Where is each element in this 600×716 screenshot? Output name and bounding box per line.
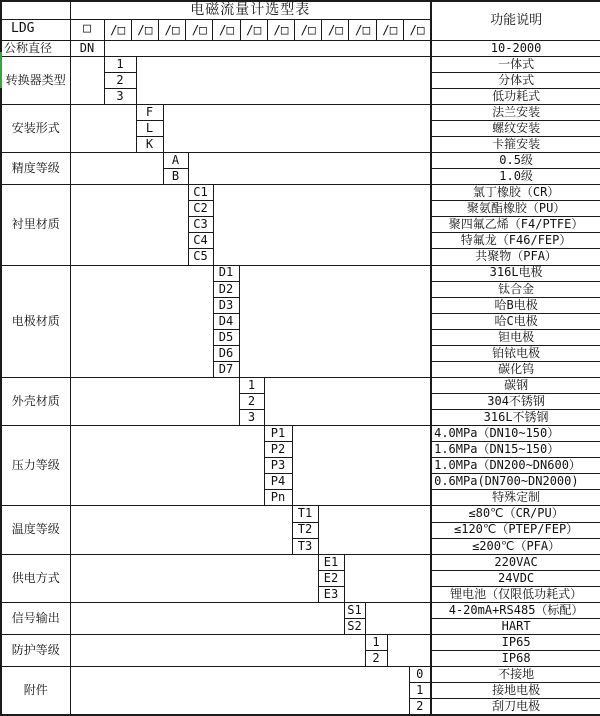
category-label: 供电方式 xyxy=(1,554,70,602)
code-cell: D7 xyxy=(213,361,239,377)
model-slot-box: /□ xyxy=(132,20,159,40)
empty-span-right xyxy=(387,634,431,666)
description-cell: 1.0级 xyxy=(431,169,600,185)
description-cell: 304不锈钢 xyxy=(431,394,600,410)
code-cell: 0 xyxy=(409,667,431,683)
table-row xyxy=(1,104,600,120)
function-column-header: 功能说明 xyxy=(431,1,600,40)
table-row xyxy=(1,153,600,169)
category-label: 附件 xyxy=(1,667,70,715)
table-row xyxy=(1,554,600,570)
description-cell: ≤120℃（PTEP/FEP） xyxy=(431,522,600,538)
description-cell: 接地电极 xyxy=(431,683,600,699)
description-cell: 特殊定制 xyxy=(431,490,600,506)
empty-span-left xyxy=(70,554,318,602)
description-cell: 低功耗式 xyxy=(431,88,600,104)
empty-span-right xyxy=(292,426,431,506)
category-label: 安装形式 xyxy=(1,104,70,152)
description-cell: 钽电极 xyxy=(431,329,600,345)
code-cell: D2 xyxy=(213,281,239,297)
description-cell: 聚氨酯橡胶（PU） xyxy=(431,201,600,217)
table-row xyxy=(1,426,600,442)
empty-span-right xyxy=(104,40,431,56)
empty-span-left xyxy=(70,506,292,554)
description-cell: 螺纹安装 xyxy=(431,120,600,136)
table-title: 电磁流量计选型表 xyxy=(70,1,431,19)
model-slot-box: /□ xyxy=(268,20,295,40)
code-cell: D6 xyxy=(213,345,239,361)
model-first-box: □ xyxy=(70,19,104,40)
description-cell: 分体式 xyxy=(431,72,600,88)
model-slot-box: /□ xyxy=(159,20,186,40)
code-cell: D5 xyxy=(213,329,239,345)
code-cell: D4 xyxy=(213,313,239,329)
description-cell: 220VAC xyxy=(431,554,600,570)
model-slot-box: /□ xyxy=(349,20,376,40)
description-cell: 1.0MPa（DN200~DN600） xyxy=(431,458,600,474)
model-prefix: LDG xyxy=(1,19,70,40)
empty-span-right xyxy=(365,602,431,634)
code-cell: P1 xyxy=(264,426,292,442)
code-cell: P4 xyxy=(264,474,292,490)
model-slot-box: /□ xyxy=(377,20,404,40)
model-slots xyxy=(105,20,431,40)
table-row xyxy=(1,634,600,650)
description-cell: 0.5级 xyxy=(431,153,600,169)
description-cell: 碳钢 xyxy=(431,377,600,393)
description-cell: 碳化钨 xyxy=(431,361,600,377)
model-slot-box: /□ xyxy=(186,20,213,40)
description-cell: IP65 xyxy=(431,634,600,650)
empty-span-right xyxy=(264,377,431,425)
category-label: 信号输出 xyxy=(1,602,70,634)
empty-span-left xyxy=(70,104,136,152)
empty-span-right xyxy=(318,506,431,554)
code-cell: 3 xyxy=(104,88,136,104)
code-cell: T2 xyxy=(292,522,318,538)
description-cell: 刮刀电极 xyxy=(431,699,600,715)
empty-span-left xyxy=(70,153,163,185)
code-cell: S1 xyxy=(344,602,365,618)
empty-span-left xyxy=(70,667,409,715)
empty-span-right xyxy=(188,153,431,185)
code-cell: 1 xyxy=(239,377,264,393)
model-slot-box: /□ xyxy=(295,20,322,40)
category-label: 电极材质 xyxy=(1,265,70,377)
code-cell: 1 xyxy=(409,683,431,699)
description-cell: 4-20mA+RS485（标配） xyxy=(431,602,600,618)
model-slot-box: /□ xyxy=(105,20,132,40)
empty-span-right xyxy=(213,185,431,265)
category-label: 转换器类型 xyxy=(1,56,70,104)
description-cell: 316L不锈钢 xyxy=(431,410,600,426)
description-cell: 共聚物（PFA） xyxy=(431,249,600,265)
code-cell: E3 xyxy=(318,586,344,602)
code-cell: 2 xyxy=(365,651,387,667)
empty-span-left xyxy=(70,265,213,377)
empty-span-left xyxy=(70,426,264,506)
description-cell: 4.0MPa（DN10~150） xyxy=(431,426,600,442)
description-cell: 一体式 xyxy=(431,56,600,72)
code-cell: 2 xyxy=(239,394,264,410)
description-cell: 1.6MPa（DN15~150） xyxy=(431,442,600,458)
description-cell: 特氟龙（F46/FEP） xyxy=(431,233,600,249)
table-row xyxy=(1,667,600,683)
category-label: 衬里材质 xyxy=(1,185,70,265)
code-cell: F xyxy=(136,104,163,120)
empty-span-right xyxy=(163,104,431,152)
code-cell: C2 xyxy=(188,201,213,217)
model-slot-cells xyxy=(104,19,431,40)
table-row xyxy=(1,56,600,72)
code-cell: P2 xyxy=(264,442,292,458)
category-label: 精度等级 xyxy=(1,153,70,185)
description-cell: HART xyxy=(431,618,600,634)
description-cell: 316L电极 xyxy=(431,265,600,281)
model-slot-box: /□ xyxy=(213,20,240,40)
code-cell: C3 xyxy=(188,217,213,233)
code-cell: K xyxy=(136,137,163,153)
empty-span-left xyxy=(70,185,188,265)
model-slot-box: /□ xyxy=(322,20,349,40)
code-cell: T3 xyxy=(292,538,318,554)
empty-span-left xyxy=(70,56,104,104)
category-label: 温度等级 xyxy=(1,506,70,554)
description-cell: 氯丁橡胶（CR） xyxy=(431,185,600,201)
description-cell: ≤80℃（CR/PU） xyxy=(431,506,600,522)
code-cell: S2 xyxy=(344,618,365,634)
code-cell: 3 xyxy=(239,410,264,426)
code-cell: B xyxy=(163,169,188,185)
empty-span-right xyxy=(239,265,431,377)
description-cell: 0.6MPa(DN700~DN2000) xyxy=(431,474,600,490)
description-cell: 10-2000 xyxy=(431,40,600,56)
category-label: 公称直径 xyxy=(1,40,70,56)
empty-span-left xyxy=(70,634,365,666)
code-cell: D3 xyxy=(213,297,239,313)
category-label: 防护等级 xyxy=(1,634,70,666)
code-cell: 1 xyxy=(104,56,136,72)
empty-span-right xyxy=(136,56,431,104)
model-slot-box: /□ xyxy=(241,20,268,40)
code-cell: C4 xyxy=(188,233,213,249)
description-cell: 钛合金 xyxy=(431,281,600,297)
empty-span-left xyxy=(70,377,239,425)
table-row xyxy=(1,602,600,618)
category-label: 压力等级 xyxy=(1,426,70,506)
description-cell: ≤200℃（PFA） xyxy=(431,538,600,554)
table-row xyxy=(1,265,600,281)
code-cell: Pn xyxy=(264,490,292,506)
description-cell: 24VDC xyxy=(431,570,600,586)
code-cell: P3 xyxy=(264,458,292,474)
code-cell: C1 xyxy=(188,185,213,201)
corner-cell xyxy=(1,1,70,19)
description-cell: 法兰安装 xyxy=(431,104,600,120)
model-slot-box: /□ xyxy=(409,21,425,37)
table-row xyxy=(1,185,600,201)
code-cell: D1 xyxy=(213,265,239,281)
table-row xyxy=(1,506,600,522)
description-cell: IP68 xyxy=(431,651,600,667)
description-cell: 铂铱电极 xyxy=(431,345,600,361)
empty-span-left xyxy=(70,602,344,634)
code-cell: DN xyxy=(70,40,104,56)
code-cell: 1 xyxy=(365,634,387,650)
code-cell: L xyxy=(136,120,163,136)
code-cell: 2 xyxy=(409,699,431,715)
description-cell: 哈C电极 xyxy=(431,313,600,329)
description-cell: 不接地 xyxy=(431,667,600,683)
code-cell: 2 xyxy=(104,72,136,88)
code-cell: E1 xyxy=(318,554,344,570)
description-cell: 聚四氟乙烯（F4/PTFE） xyxy=(431,217,600,233)
code-cell: T1 xyxy=(292,506,318,522)
category-label: 外壳材质 xyxy=(1,377,70,425)
title-row xyxy=(1,1,600,19)
table-row xyxy=(1,40,600,56)
scan-artifact xyxy=(0,52,2,88)
description-cell: 锂电池（仅限低功耗式） xyxy=(431,586,600,602)
code-cell: C5 xyxy=(188,249,213,265)
table-row xyxy=(1,377,600,393)
code-cell: E2 xyxy=(318,570,344,586)
description-cell: 卡箍安装 xyxy=(431,137,600,153)
empty-span-right xyxy=(344,554,431,602)
code-cell: A xyxy=(163,153,188,169)
description-cell: 哈B电极 xyxy=(431,297,600,313)
